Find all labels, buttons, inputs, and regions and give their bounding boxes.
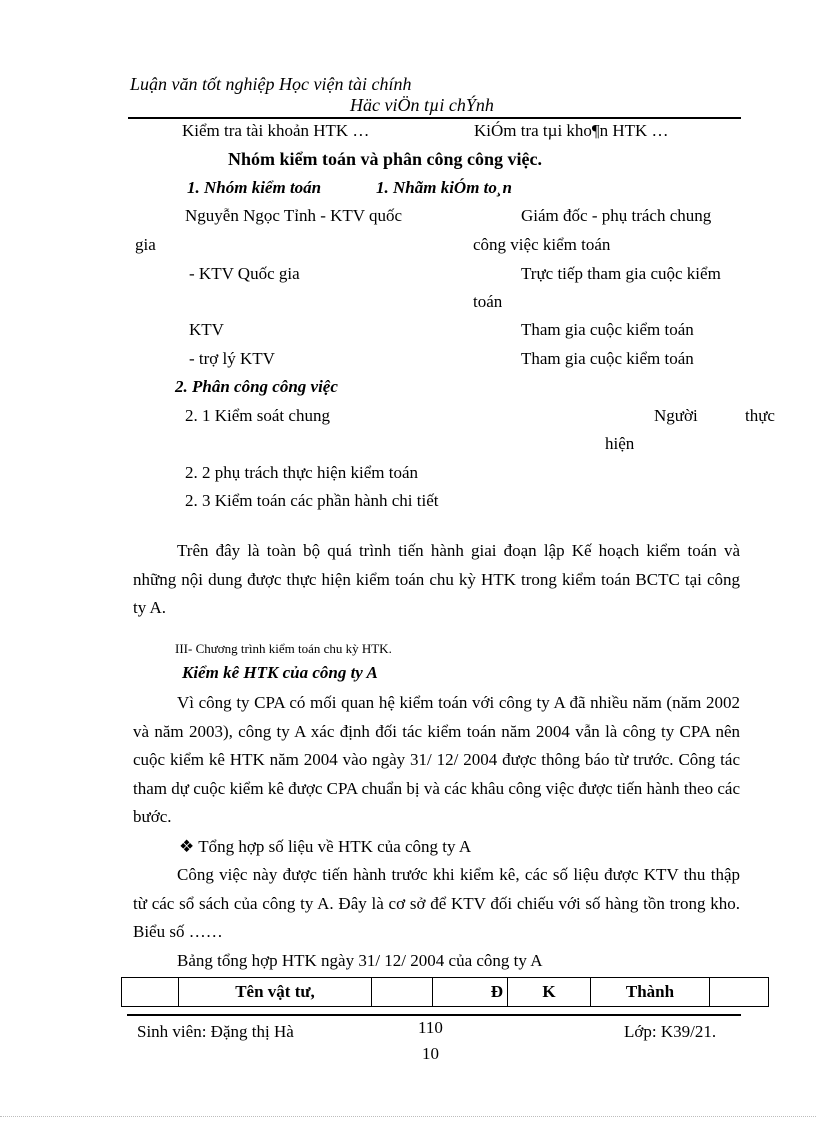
page-bottom-dotted-line (0, 1116, 816, 1117)
table-header-cell: Đ (433, 978, 508, 1007)
footer-page-number: 110 (418, 1018, 443, 1037)
team-role-4: Tham gia cuộc kiểm toán (521, 349, 694, 368)
collect-paragraph: Công việc này được tiến hành trước khi kiểm kê, các số liệu được KTV thu thập từ các sổ sách của công ty A. Đây là cơ sở để KTV đối chiếu với số hàng tồn trong kho. Biểu số …… (133, 865, 740, 941)
header-rule (128, 117, 741, 119)
team-role-2: Trực tiếp tham gia cuộc kiểm (521, 264, 721, 283)
summary-paragraph: Trên đây là toàn bộ quá trình tiến hành giai đoạn lập Kế hoạch kiểm toán và những nội dung được thực hiện kiểm toán chu kỳ HTK trong kiểm toán BCTC tại công ty A. (133, 541, 740, 617)
performer-word-3: hiện (605, 434, 635, 453)
table-header-cell: Thành (591, 978, 710, 1007)
cpa-paragraph: Vì công ty CPA có mối quan hệ kiểm toán với công ty A đã nhiều năm (năm 2002 và năm 2003), công ty A xác định đối tác kiểm toán năm 2004 vẫn là công ty CPA nên cuộc kiểm kê HTK năm 2004 vào ngày 31/ 12/ 2004 được thông báo từ trước. Công tác tham dự cuộc kiểm kê được CPA chuẩn bị và các khâu công việc được tiến hành theo các bước. (133, 693, 740, 826)
task-1: 2. 1 Kiểm soát chung (185, 406, 330, 425)
performer-word-2: thực (745, 406, 775, 425)
team-member-4: - trợ lý KTV (189, 349, 275, 368)
team-heading-encoded: 1. Nhãm kiÓm to¸n (376, 178, 513, 197)
assignment-heading: 2. Phân công công việc (175, 377, 338, 396)
header-title: Luận văn tốt nghiệp Học viện tài chính (130, 74, 412, 94)
team-role-1-cont: công việc kiểm toán (473, 235, 611, 254)
team-member-2: - KTV Quốc gia (189, 264, 300, 283)
team-role-2-cont: toán (473, 292, 503, 311)
table-header-row (122, 978, 769, 1007)
section3-title: III- Chương trình kiểm toán chu kỳ HTK. (175, 641, 392, 656)
header-subtitle: Häc viÖn tµi chÝnh (350, 95, 494, 115)
footer-page-number-2: 10 (422, 1044, 439, 1063)
table-header-cell (710, 978, 769, 1007)
team-role-3: Tham gia cuộc kiểm toán (521, 320, 694, 339)
section-title: Nhóm kiểm toán và phân công công việc. (228, 149, 543, 169)
intro-left: Kiểm tra tài khoản HTK … (182, 121, 370, 140)
summary-bullet (179, 837, 471, 857)
team-member-3: KTV (189, 320, 224, 339)
footer-student: Sinh viên: Đặng thị Hà (137, 1022, 294, 1041)
performer-word-1: Người (654, 406, 698, 425)
inventory-table (121, 977, 769, 1007)
table-header-cell: Tên vật tư, (179, 978, 372, 1007)
table-caption: Bảng tổng hợp HTK ngày 31/ 12/ 2004 của công ty A (177, 951, 543, 970)
team-member-1: Nguyễn Ngọc Tỉnh - KTV quốc (185, 206, 403, 225)
footer-rule (127, 1014, 741, 1016)
intro-right: KiÓm tra tµi kho¶n HTK … (474, 121, 669, 140)
section3-subtitle: Kiểm kê HTK của công ty A (182, 663, 378, 682)
table-header-cell (122, 978, 179, 1007)
task-2: 2. 2 phụ trách thực hiện kiểm toán (185, 463, 418, 482)
team-role-1: Giám đốc - phụ trách chung (521, 206, 712, 225)
table-header-cell (372, 978, 433, 1007)
bullet-text: Tổng hợp số liệu về HTK của công ty A (198, 837, 472, 856)
footer-class: Lớp: K39/21. (624, 1022, 717, 1041)
team-member-1-cont: gia (135, 235, 156, 254)
diamond-bullet-icon: ❖ (179, 837, 195, 856)
table-header-cell: K (508, 978, 591, 1007)
task-3: 2. 3 Kiểm toán các phần hành chi tiết (185, 491, 439, 510)
team-heading: 1. Nhóm kiểm toán (187, 178, 322, 197)
